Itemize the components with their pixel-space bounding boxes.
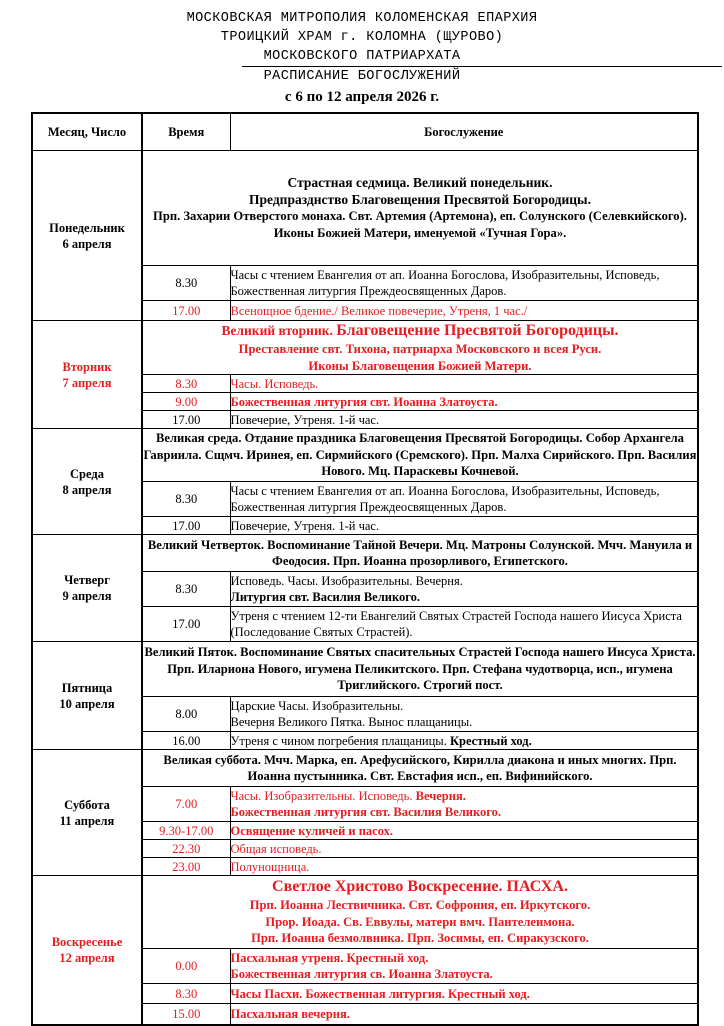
day-title-thursday: Великий Четверток. Воспоминание Тайной Вечери. Мц. Матроны Солунской. Мчч. Мануила и Феодосия. Прп. Иоанна прозорливого, Египетского.	[142, 535, 698, 572]
day-title-row-tuesday	[32, 321, 698, 375]
saints-text: Прп. Иоанна безмолвника. Прп. Зосимы, еп. Сиракузского.	[251, 931, 589, 946]
service-line: Часы. Изобразительны. Исповедь.	[230, 789, 416, 803]
service-time: 8.30	[142, 572, 230, 607]
saints-text: Прп. Захарии Отверстого монаха. Свт. Артемия (Артемона), еп. Солунского (Селевкийского). Иконы Божией Матери, именуемой «Тучная Гора».	[153, 209, 687, 240]
service-time: 17.00	[142, 411, 230, 429]
service-time: 17.00	[142, 301, 230, 321]
service-text	[230, 787, 698, 822]
day-title-row-friday	[32, 642, 698, 697]
day-name: Воскресенье	[51, 935, 123, 949]
service-text: Часы Пасхи. Божественная литургия. Крестный ход.	[230, 984, 698, 1004]
day-name: Среда	[70, 466, 104, 481]
service-text: Часы с чтением Евангелия от ап. Иоанна Богослова, Изобразительны, Исповедь, Божественная литургия Преждеосвященных Даров.	[230, 482, 698, 517]
day-date: 10 апреля	[59, 696, 115, 711]
service-text	[230, 697, 698, 732]
day-title-monday	[142, 151, 698, 266]
day-title-row-thursday	[32, 535, 698, 572]
service-text: Часы с чтением Евангелия от ап. Иоанна Богослова, Изобразительны, Исповедь, Божественная литургия Преждеосвященных Даров.	[230, 266, 698, 301]
day-title-wednesday: Великая среда. Отдание праздника Благовещения Пресвятой Богородицы. Собор Архангела Гавриила. Сщмч. Иринея, еп. Сирмийского (Сремского). Прп. Малха Сирийского. Прп. Василия Нового. Мц. Параскевы Кочневой.	[142, 429, 698, 482]
service-line: Божественная литургия св. Иоанна Златоуста.	[230, 967, 493, 981]
service-line: Пасхальная утреня. Крестный ход.	[230, 951, 429, 965]
service-line: Литургия свт. Василия Великого.	[230, 590, 420, 604]
day-name: Четверг	[64, 573, 110, 587]
day-cell-wednesday	[32, 429, 142, 535]
service-time: 15.00	[142, 1004, 230, 1026]
day-title-row-wednesday	[32, 429, 698, 482]
service-time: 0.00	[142, 949, 230, 984]
service-time: 9.30-17.00	[142, 822, 230, 840]
day-date: 12 апреля	[59, 951, 115, 965]
saints-text: Прор. Иоада. Св. Еввулы, матери вмч. Пантелеимона.	[265, 914, 575, 929]
service-time: 17.00	[142, 607, 230, 642]
feast-title: Великий вторник.	[221, 323, 337, 338]
service-text: Утреня с чтением 12-ти Евангелий Святых Страстей Господа нашего Иисуса Христа (Последование Святых Страстей).	[230, 607, 698, 642]
service-text	[230, 732, 698, 750]
service-time: 23.00	[142, 858, 230, 876]
day-date: 11 апреля	[59, 813, 115, 828]
service-line: Божественная литургия свт. Василия Великого.	[230, 805, 501, 819]
saints-text: Преставление свт. Тихона, патриарха Московского и всея Руси.	[238, 342, 602, 356]
service-time: 8.30	[142, 482, 230, 517]
service-text	[230, 949, 698, 984]
day-cell-friday	[32, 642, 142, 750]
day-date: 8 апреля	[62, 482, 112, 497]
service-time: 8.30	[142, 984, 230, 1004]
date-range: с 6 по 12 апреля 2026 г.	[284, 89, 440, 105]
day-cell-thursday	[32, 535, 142, 642]
service-text: Освящение куличей и пасох.	[230, 822, 698, 840]
service-text: Общая исповедь.	[230, 840, 698, 858]
header-divider	[242, 66, 722, 67]
diocese-title: МОСКОВСКАЯ МИТРОПОЛИЯ КОЛОМЕНСКАЯ ЕПАРХИЯ	[186, 11, 538, 26]
day-name: Пятница	[61, 680, 113, 695]
service-line: Исповедь. Часы. Изобразительны. Вечерня.	[230, 574, 463, 588]
service-line: Царские Часы. Изобразительны.	[230, 699, 404, 713]
day-cell-monday	[32, 151, 142, 321]
day-title-sunday	[142, 876, 698, 949]
service-time: 8.30	[142, 375, 230, 393]
day-name: Суббота	[64, 797, 110, 812]
service-line: Крестный ход.	[449, 733, 532, 748]
feast-subtitle: Предпразднство Благовещения Пресвятой Богородицы.	[249, 191, 591, 207]
day-cell-tuesday	[32, 321, 142, 429]
col-header-time: Время	[142, 113, 230, 151]
service-time: 9.00	[142, 393, 230, 411]
col-header-date: Месяц, Число	[32, 113, 142, 151]
service-time: 22.30	[142, 840, 230, 858]
day-date: 9 апреля	[62, 589, 112, 603]
day-title-saturday: Великая суббота. Мчч. Марка, еп. Арефусийского, Кирилла диакона и иных многих. Прп. Иоанна пустынника. Свт. Евстафия исп., еп. Вифинийского.	[142, 750, 698, 787]
day-date: 6 апреля	[62, 236, 112, 251]
schedule-table	[31, 112, 699, 1026]
saints-text: Прп. Иоанна Лествичника. Свт. Софрония, еп. Иркутского.	[249, 898, 591, 913]
service-text: Повечерие, Утреня. 1-й час.	[230, 411, 698, 429]
service-text	[230, 572, 698, 607]
service-text: Всенощное бдение./ Великое повечерие, Утреня, 1 час./	[230, 301, 698, 321]
day-name: Вторник	[62, 359, 112, 374]
col-header-service: Богослужение	[230, 113, 698, 151]
schedule-title: РАСПИСАНИЕ БОГОСЛУЖЕНИЙ	[263, 69, 461, 84]
saints-text: Иконы Благовещения Божией Матери.	[308, 358, 532, 373]
day-title-row-saturday	[32, 750, 698, 787]
feast-title: Страстная седмица. Великий понедельник.	[287, 175, 553, 190]
service-text: Часы. Исповедь.	[230, 375, 698, 393]
day-title-friday: Великий Пяток. Воспоминание Святых спасительных Страстей Господа нашего Иисуса Христа. Прп. Илариона Нового, игумена Пеликитского. Прп. Стефана чудотворца, исп., игумена Триглийского. Строгий пост.	[142, 642, 698, 697]
day-cell-saturday	[32, 750, 142, 876]
service-time: 8.30	[142, 266, 230, 301]
day-title-row-monday	[32, 151, 698, 266]
service-line: Вечерня Великого Пятка. Вынос плащаницы.	[230, 715, 473, 729]
service-text: Божественная литургия свт. Иоанна Златоуста.	[230, 393, 698, 411]
feast-name: Благовещение Пресвятой Богородицы.	[336, 322, 619, 339]
service-line: Вечерня.	[415, 789, 466, 803]
service-time: 16.00	[142, 732, 230, 750]
service-line: Утреня с чином погребения плащаницы.	[230, 733, 450, 748]
service-text: Полунощница.	[230, 858, 698, 876]
feast-title: Светлое Христово Воскресение. ПАСХА.	[272, 878, 568, 896]
day-name: Понедельник	[49, 220, 125, 235]
day-title-row-sunday	[32, 876, 698, 949]
day-title-tuesday	[142, 321, 698, 375]
patriarchate-title: МОСКОВСКОГО ПАТРИАРХАТА	[263, 49, 461, 64]
service-text: Повечерие, Утреня. 1-й час.	[230, 517, 698, 535]
service-text: Пасхальная вечерня.	[230, 1004, 698, 1026]
church-title: ТРОИЦКИЙ ХРАМ г. КОЛОМНА (ЩУРОВО)	[220, 30, 504, 45]
day-cell-sunday	[32, 876, 142, 1026]
service-time: 8.00	[142, 697, 230, 732]
table-header-row	[32, 113, 698, 151]
service-time: 7.00	[142, 787, 230, 822]
service-time: 17.00	[142, 517, 230, 535]
day-date: 7 апреля	[62, 375, 112, 390]
